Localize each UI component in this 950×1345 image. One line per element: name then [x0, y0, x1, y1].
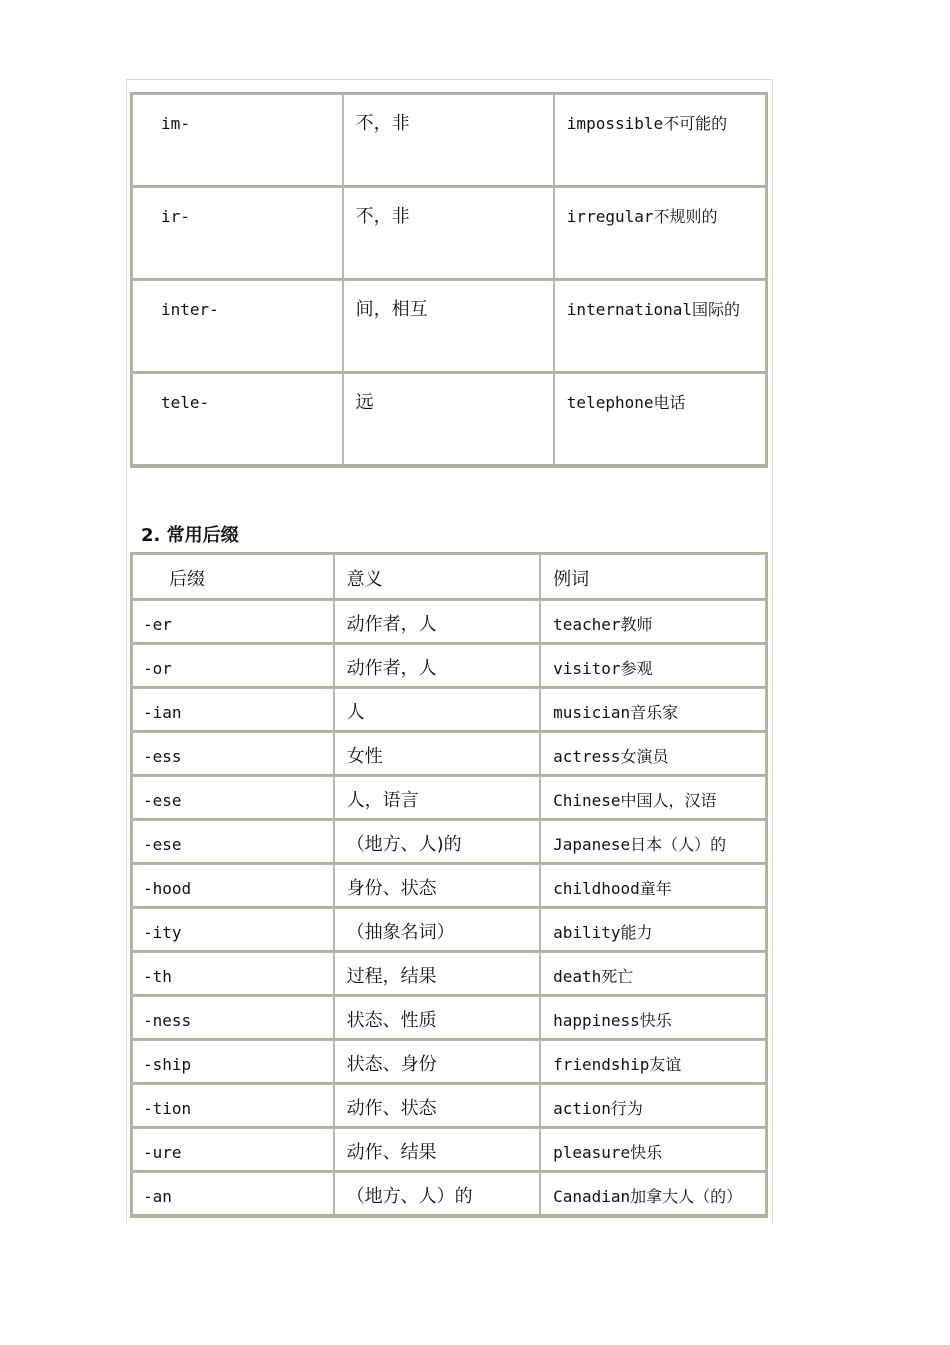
header-cell-meaning: 意义 — [334, 554, 541, 600]
table-row — [132, 820, 766, 864]
example-cell: happiness快乐 — [540, 996, 766, 1040]
example-cell: Chinese中国人，汉语 — [540, 776, 766, 820]
meaning-cell: 动作、结果 — [334, 1128, 541, 1172]
example-cell: action行为 — [540, 1084, 766, 1128]
table-row — [132, 688, 766, 732]
table-row — [132, 996, 766, 1040]
suffix-cell: -or — [132, 644, 334, 688]
example-cell: death死亡 — [540, 952, 766, 996]
example-cell: Japanese日本（人）的 — [540, 820, 766, 864]
suffix-cell: -tion — [132, 1084, 334, 1128]
prefix-table — [130, 92, 768, 468]
suffix-cell: -ship — [132, 1040, 334, 1084]
suffix-cell: -ese — [132, 776, 334, 820]
prefix-cell: im- — [132, 94, 343, 187]
suffix-cell: -an — [132, 1172, 334, 1216]
example-cell: telephone电话 — [554, 373, 766, 466]
example-cell: ability能力 — [540, 908, 766, 952]
meaning-cell: （地方、人)的 — [334, 820, 541, 864]
table-row — [132, 600, 766, 644]
suffix-cell: -ese — [132, 820, 334, 864]
suffix-cell: -ess — [132, 732, 334, 776]
suffix-cell: -hood — [132, 864, 334, 908]
meaning-cell: 动作者，人 — [334, 644, 541, 688]
prefix-cell: inter- — [132, 280, 343, 373]
meaning-cell: 远 — [343, 373, 554, 466]
meaning-cell: 状态、性质 — [334, 996, 541, 1040]
example-cell: international国际的 — [554, 280, 766, 373]
table-row — [132, 644, 766, 688]
prefix-cell: ir- — [132, 187, 343, 280]
suffix-cell: -ness — [132, 996, 334, 1040]
example-cell: Canadian加拿大人（的） — [540, 1172, 766, 1216]
meaning-cell: 不，非 — [343, 94, 554, 187]
table-row — [132, 1084, 766, 1128]
meaning-cell: 女性 — [334, 732, 541, 776]
example-cell: visitor参观 — [540, 644, 766, 688]
table-row — [132, 1128, 766, 1172]
meaning-cell: 动作者，人 — [334, 600, 541, 644]
table-row — [132, 864, 766, 908]
meaning-cell: （地方、人）的 — [334, 1172, 541, 1216]
suffix-cell: -ian — [132, 688, 334, 732]
table-row — [132, 187, 766, 280]
meaning-cell: 状态、身份 — [334, 1040, 541, 1084]
table-header-row — [132, 554, 766, 600]
example-cell: musician音乐家 — [540, 688, 766, 732]
suffix-cell: -ure — [132, 1128, 334, 1172]
table-row — [132, 908, 766, 952]
meaning-cell: 过程，结果 — [334, 952, 541, 996]
table-row — [132, 732, 766, 776]
meaning-cell: 身份、状态 — [334, 864, 541, 908]
meaning-cell: 不，非 — [343, 187, 554, 280]
suffix-cell: -er — [132, 600, 334, 644]
example-cell: childhood童年 — [540, 864, 766, 908]
example-cell: impossible不可能的 — [554, 94, 766, 187]
meaning-cell: 动作、状态 — [334, 1084, 541, 1128]
header-cell-example: 例词 — [540, 554, 766, 600]
table-row — [132, 952, 766, 996]
meaning-cell: 人，语言 — [334, 776, 541, 820]
table-row — [132, 280, 766, 373]
table-row — [132, 373, 766, 466]
table-row — [132, 1040, 766, 1084]
meaning-cell: 人 — [334, 688, 541, 732]
meaning-cell: （抽象名词） — [334, 908, 541, 952]
prefix-cell: tele- — [132, 373, 343, 466]
example-cell: pleasure快乐 — [540, 1128, 766, 1172]
example-cell: teacher教师 — [540, 600, 766, 644]
suffix-table — [130, 552, 768, 1218]
section-title: 2. 常用后缀 — [141, 525, 239, 546]
table-row — [132, 94, 766, 187]
table-row — [132, 1172, 766, 1216]
suffix-cell: -ity — [132, 908, 334, 952]
example-cell: friendship友谊 — [540, 1040, 766, 1084]
example-cell: actress女演员 — [540, 732, 766, 776]
example-cell: irregular不规则的 — [554, 187, 766, 280]
suffix-cell: -th — [132, 952, 334, 996]
meaning-cell: 间，相互 — [343, 280, 554, 373]
header-cell-suffix: 后缀 — [132, 554, 334, 600]
table-row — [132, 776, 766, 820]
